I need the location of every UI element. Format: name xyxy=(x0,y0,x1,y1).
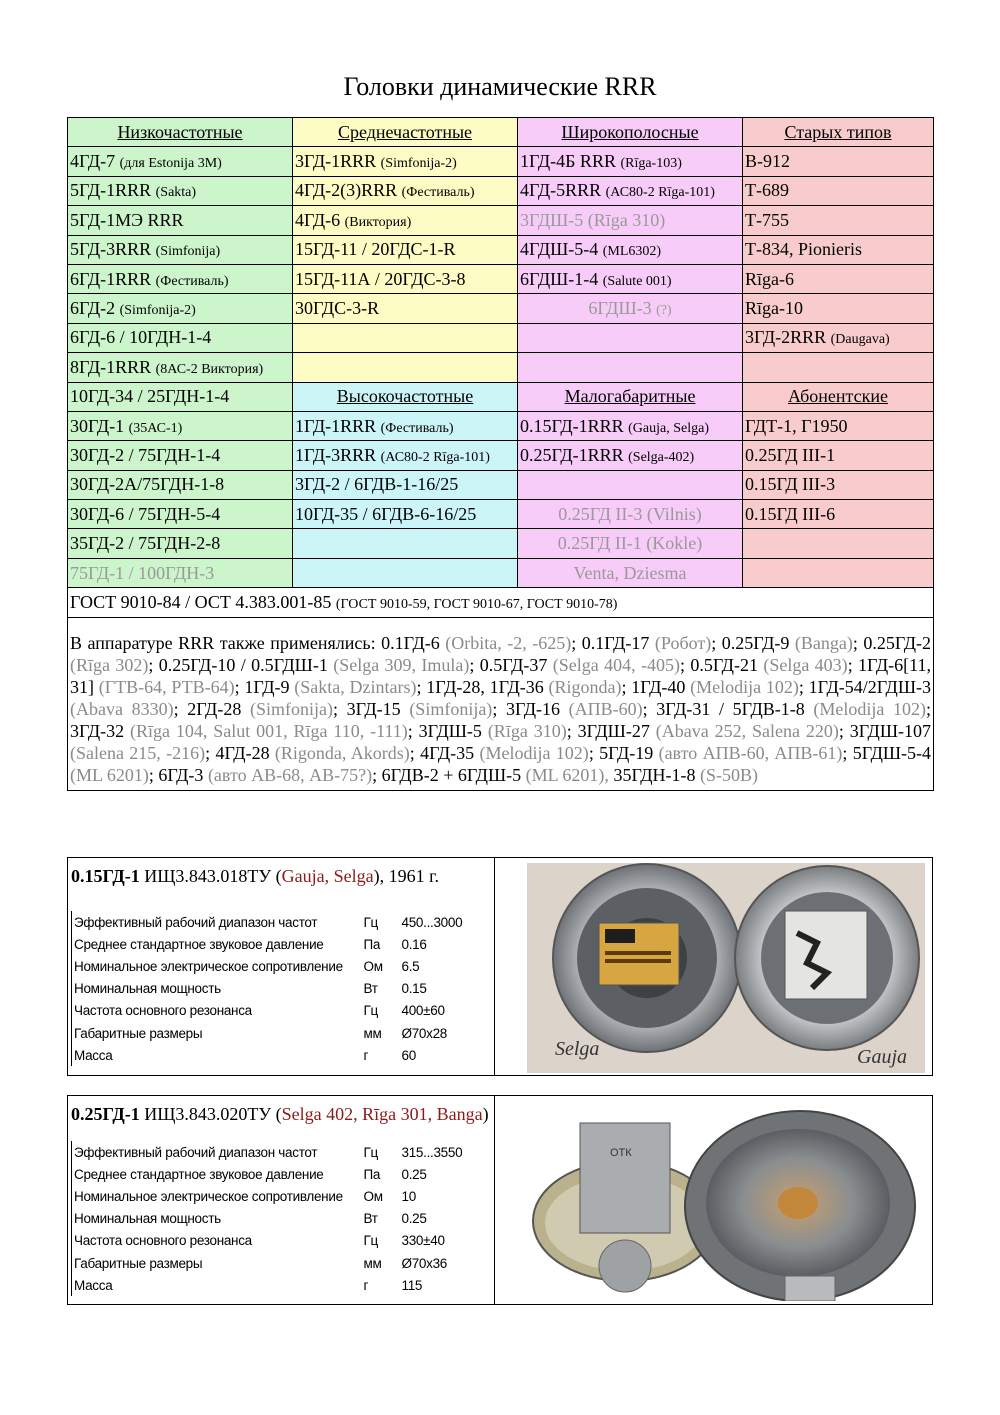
cell-a-r6-c0 xyxy=(68,323,293,352)
note-device: (Rīga 104, Salut 001, Rīga 110, -111) xyxy=(129,721,408,742)
speaker-name: 0.25ГД III-1 xyxy=(745,444,836,465)
cell-a-r7-c0 xyxy=(68,353,293,382)
cell-b-r4-c2 xyxy=(518,500,743,529)
cell-b-r6-c0 xyxy=(68,558,293,587)
cell-b-r2-c0 xyxy=(68,441,293,470)
header2-0: Высокочастотные xyxy=(293,382,518,411)
note-model: ; 6ГД-3 xyxy=(148,765,208,786)
param-unit: Вт xyxy=(363,981,378,997)
note-device: (Melodija 102) xyxy=(479,743,589,764)
speaker-name: 6ГД-6 / 10ГДН-1-4 xyxy=(70,327,212,348)
note-model: ; 1ГД-28, 1ГД-36 xyxy=(416,677,549,698)
cell-b-r2-c1 xyxy=(293,441,518,470)
param-name: Масса xyxy=(74,1277,113,1293)
note-model: ; 3ГДШ-5 xyxy=(407,721,488,742)
param-unit: Гц xyxy=(363,914,378,930)
speaker-types-table xyxy=(67,117,934,791)
speaker-name: 30ГД-1 xyxy=(70,415,129,436)
speaker-photo-025gd1 xyxy=(530,1101,920,1301)
cell-b-r3-c0 xyxy=(68,470,293,499)
note-model: ; 3ГД-31 / 5ГДВ-1-8 xyxy=(642,699,814,720)
note-model: ; 3ГДШ-107 xyxy=(838,721,931,742)
cell-a-r6-c2 xyxy=(518,323,743,352)
note-model: 35ГДН-1-8 xyxy=(613,765,701,786)
param-value: Ø70x36 xyxy=(401,1255,447,1271)
devices: Selga 402, Rīga 301, Banga xyxy=(281,1104,483,1124)
speaker-name: В-912 xyxy=(745,151,790,172)
card-025gd1-info xyxy=(68,1096,495,1304)
note-device: (Selga 404, -405) xyxy=(552,655,680,676)
note-device: (Sakta, Dzintars) xyxy=(294,677,417,698)
cell-a-r6-c1 xyxy=(293,323,518,352)
param-unit: Па xyxy=(363,936,381,952)
speaker-name: 4ГД-5RRR xyxy=(520,180,606,201)
speaker-photo-selga-gauja xyxy=(527,863,925,1073)
param-row xyxy=(72,955,480,977)
cell-a-r4-c0 xyxy=(68,264,293,293)
speaker-device: (Фестиваль) xyxy=(155,273,229,289)
note-model: ; 2ГД-28 xyxy=(173,699,250,720)
cell-b-r6-c1 xyxy=(293,558,518,587)
param-value: 0.16 xyxy=(401,936,427,952)
speaker-name: 30ГД-6 / 75ГДН-5-4 xyxy=(70,503,221,524)
param-row xyxy=(72,1274,480,1296)
speaker-name: 3ГД-2RRR xyxy=(745,327,831,348)
speaker-name: 6ГДШ-1-4 xyxy=(520,268,603,289)
speaker-name: 0.15ГД III-3 xyxy=(745,474,836,495)
card-025gd1 xyxy=(67,1095,933,1305)
cell-a-r0-c0 xyxy=(68,147,293,176)
param-unit: г xyxy=(363,1047,369,1063)
note-model: ; 0.5ГД-21 xyxy=(679,655,764,676)
param-unit: Гц xyxy=(363,1233,378,1249)
cell-a-r7-c3 xyxy=(743,353,934,382)
speaker-name: 0.15ГД III-6 xyxy=(745,503,836,524)
speaker-name: 4ГДШ-5-4 xyxy=(520,239,603,260)
speaker-device: (Simfonija-2) xyxy=(380,156,457,172)
gost-small: (ГОСТ 9010-59, ГОСТ 9010-67, ГОСТ 9010-78) xyxy=(335,597,618,613)
header-3: Старых типов xyxy=(743,118,934,147)
param-name: Номинальная мощность xyxy=(74,1211,221,1227)
param-name: Номинальное электрическое сопротивление xyxy=(74,958,343,974)
speaker-name: 3ГД-1RRR xyxy=(295,151,381,172)
note-model: ; 3ГД-15 xyxy=(332,699,410,720)
note-model: ; 5ГДШ-5-4 xyxy=(842,743,931,764)
speaker-device: (8АС-2 Виктория) xyxy=(155,361,264,377)
cell-a-r3-c3 xyxy=(743,235,934,264)
speaker-name: Rīga-10 xyxy=(745,298,803,319)
speaker-name: 6ГД-1RRR xyxy=(70,268,156,289)
speaker-name: 3ГД-2 / 6ГДВ-1-16/25 xyxy=(295,474,459,495)
spec-tail: ) xyxy=(482,1104,489,1124)
note-model: ; 0.25ГД-10 / 0.5ГДШ-1 xyxy=(148,655,334,676)
param-name: Габаритные размеры xyxy=(74,1025,203,1041)
photo-label-gauja: Gauja xyxy=(857,1046,907,1068)
params-table xyxy=(71,911,480,1066)
note-model: ; 4ГД-35 xyxy=(409,743,480,764)
param-value: 400±60 xyxy=(401,1003,445,1019)
speaker-name: 0.25ГД-1RRR xyxy=(520,444,629,465)
speaker-device: (Salute 001) xyxy=(602,273,672,289)
speaker-name: 6ГДШ-3 xyxy=(588,298,657,319)
speaker-name: 3ГДШ-5 (Rīga 310) xyxy=(520,209,666,230)
note-model: ; 0.1ГД-17 xyxy=(571,633,655,654)
note-model: ; 5ГД-19 xyxy=(588,743,659,764)
param-value: 330±40 xyxy=(401,1233,445,1249)
note-model: ; 0.25ГД-9 xyxy=(711,633,795,654)
cell-a-r5-c2 xyxy=(518,294,743,323)
cell-b-r4-c0 xyxy=(68,500,293,529)
note-model: ; 1ГД-54/2ГДШ-3 xyxy=(798,677,931,698)
cell-a-r0-c3 xyxy=(743,147,934,176)
param-name: Частота основного резонанса xyxy=(74,1233,252,1249)
note-device: (Rigonda, Akords) xyxy=(274,743,410,764)
speaker-device: (АС80-2 Rīga-101) xyxy=(605,185,715,201)
speaker-name: 15ГД-11 / 20ГДС-1-R xyxy=(295,239,456,260)
note-device: (ML 6201), xyxy=(525,765,614,786)
param-row xyxy=(72,1044,480,1066)
card-015gd1-info xyxy=(68,858,495,1075)
cell-b-r2-c2 xyxy=(518,441,743,470)
param-row xyxy=(72,1185,480,1207)
speaker-device: (Rīga-103) xyxy=(620,156,682,172)
param-row xyxy=(72,1230,480,1252)
speaker-device: (Selga-402) xyxy=(628,449,695,465)
speaker-device: (Фестиваль) xyxy=(401,185,475,201)
cell-a-r5-c0 xyxy=(68,294,293,323)
speaker-device: (35АС-1) xyxy=(128,420,183,436)
cell-a-r7-c1 xyxy=(293,353,518,382)
speaker-device: (Sakta) xyxy=(155,185,197,201)
note-model: ; 0.25ГД-2 xyxy=(852,633,931,654)
note-device: (Melodija 102) xyxy=(690,677,799,698)
note-device: (Melodija 102) xyxy=(813,699,926,720)
note-device: (авто АВ-68, АВ-75?) xyxy=(207,765,373,786)
spec-code: ИЩ3.843.020ТУ ( xyxy=(139,1104,282,1124)
param-value: 0.25 xyxy=(401,1211,427,1227)
speaker-name: 4ГД-6 xyxy=(295,209,345,230)
cell-a-r3-c1 xyxy=(293,235,518,264)
cell-b-r4-c3 xyxy=(743,500,934,529)
note-device: (Simfonija) xyxy=(249,699,333,720)
param-row xyxy=(72,978,480,1000)
speaker-name: 10ГД-35 / 6ГДВ-6-16/25 xyxy=(295,503,477,524)
notes-paragraph xyxy=(68,618,934,791)
speaker-name: 1ГД-1RRR xyxy=(295,415,381,436)
note-device: (Salena 215, -216) xyxy=(70,743,206,764)
cell-a-r2-c2 xyxy=(518,206,743,235)
note-device: (Робот) xyxy=(654,633,712,654)
cell-b-r5-c3 xyxy=(743,529,934,558)
speaker-name: 30ГД-2 / 75ГДН-1-4 xyxy=(70,444,221,465)
param-row xyxy=(72,1208,480,1230)
speaker-device: (Gauja, Selga) xyxy=(628,420,709,436)
cell-b-r6-c2 xyxy=(518,558,743,587)
param-value: 0.15 xyxy=(401,981,427,997)
speaker-name: 4ГД-7 xyxy=(70,151,120,172)
param-unit: Ом xyxy=(363,958,383,974)
speaker-device: (?) xyxy=(656,303,672,319)
cell-a-r0-c1 xyxy=(293,147,518,176)
note-device: (авто АПВ-60, АПВ-61) xyxy=(658,743,843,764)
param-row xyxy=(72,1000,480,1022)
speaker-name: Т-834, Pionieris xyxy=(745,239,862,260)
gost-main: ГОСТ 9010-84 / ОСТ 4.383.001-85 xyxy=(70,592,336,613)
year: ), 1961 г. xyxy=(373,866,439,886)
param-name: Эффективный рабочий диапазон частот xyxy=(74,1144,318,1160)
photo-label-selga: Selga xyxy=(555,1038,600,1060)
speaker-name: 1ГД-3RRR xyxy=(295,444,381,465)
note-device: (ГТВ-64, РТВ-64) xyxy=(98,677,235,698)
devices: Gauja, Selga xyxy=(281,866,374,886)
params-table xyxy=(71,1141,480,1296)
note-device: (Banga) xyxy=(794,633,853,654)
header-2: Широкополосные xyxy=(518,118,743,147)
speaker-name: Venta, Dziesma xyxy=(573,562,687,583)
param-unit: мм xyxy=(363,1255,382,1271)
header2-2: Абонентские xyxy=(743,382,934,411)
speaker-device: (Фестиваль) xyxy=(380,420,454,436)
card-015gd1-heading xyxy=(71,866,439,887)
note-device: (S-50B) xyxy=(700,765,759,786)
speaker-name: 15ГД-11А / 20ГДС-3-8 xyxy=(295,268,466,289)
param-unit: г xyxy=(363,1277,369,1293)
param-name: Номинальная мощность xyxy=(74,981,221,997)
param-name: Масса xyxy=(74,1047,113,1063)
note-model: ; 1ГД-9 xyxy=(234,677,295,698)
note-device: (Abava 252, Salena 220) xyxy=(655,721,839,742)
speaker-device: (для Estonija 3M) xyxy=(119,156,222,172)
param-unit: Вт xyxy=(363,1211,378,1227)
note-device: (АПВ-60) xyxy=(568,699,643,720)
param-row xyxy=(72,1022,480,1044)
speaker-name: 10ГД-34 / 25ГДН-1-4 xyxy=(70,386,230,407)
note-device: (Simfonija) xyxy=(409,699,493,720)
note-model: ; 3ГДШ-27 xyxy=(566,721,656,742)
cell-b-r2-c3 xyxy=(743,441,934,470)
note-device: (Orbita, -2, -625) xyxy=(445,633,572,654)
param-row xyxy=(72,933,480,955)
speaker-name: 30ГД-2А/75ГДН-1-8 xyxy=(70,474,225,495)
card-015gd1 xyxy=(67,857,933,1076)
param-row xyxy=(72,1163,480,1185)
speaker-device: (АС80-2 Rīga-101) xyxy=(380,449,490,465)
cell-a-r4-c2 xyxy=(518,264,743,293)
note-device: (Rigonda) xyxy=(548,677,622,698)
cell-a-r1-c3 xyxy=(743,176,934,205)
param-name: Частота основного резонанса xyxy=(74,1003,252,1019)
cell-a-r6-c3 xyxy=(743,323,934,352)
speaker-device: (ML6302) xyxy=(602,244,662,260)
cell-b-r1-c1 xyxy=(293,411,518,440)
cell-a-r2-c1 xyxy=(293,206,518,235)
cell-a-r4-c1 xyxy=(293,264,518,293)
header2-1: Малогабаритные xyxy=(518,382,743,411)
cell-a-r3-c2 xyxy=(518,235,743,264)
speaker-name: 0.25ГД II-3 (Vilnis) xyxy=(558,503,702,524)
speaker-name: Т-689 xyxy=(745,180,789,201)
cell-b-r1-c0 xyxy=(68,411,293,440)
note-model: ; 1ГД-6[11, 31] xyxy=(70,655,931,698)
param-unit: Ом xyxy=(363,1188,383,1204)
param-row xyxy=(72,1252,480,1274)
speaker-name: Т-755 xyxy=(745,209,789,230)
card-025gd1-heading xyxy=(71,1104,489,1125)
cell-a-r7-c2 xyxy=(518,353,743,382)
cell-a-r0-c2 xyxy=(518,147,743,176)
note-model: ; 3ГД-16 xyxy=(492,699,569,720)
speaker-name: 5ГД-1МЭ RRR xyxy=(70,209,184,230)
speaker-name: 35ГД-2 / 75ГДН-2-8 xyxy=(70,533,221,554)
cell-b-r5-c2 xyxy=(518,529,743,558)
cell-a-r2-c3 xyxy=(743,206,934,235)
param-value: 450...3000 xyxy=(401,914,463,930)
cell-b-r1-c2 xyxy=(518,411,743,440)
cell-a-r4-c3 xyxy=(743,264,934,293)
speaker-name: 0.25ГД II-1 (Kokle) xyxy=(557,533,703,554)
otk-stamp: ОТК xyxy=(610,1147,632,1159)
param-unit: мм xyxy=(363,1025,382,1041)
page-title: Головки динамические RRR xyxy=(343,72,657,101)
cell-a-r5-c1 xyxy=(293,294,518,323)
cell-a-r1-c0 xyxy=(68,176,293,205)
note-device: (Selga 309, Imula) xyxy=(333,655,470,676)
param-value: 315...3550 xyxy=(401,1144,463,1160)
gost-row xyxy=(68,588,934,618)
cell-b-r1-c3 xyxy=(743,411,934,440)
cell-b-r3-c2 xyxy=(518,470,743,499)
speaker-device: (Daugava) xyxy=(830,332,890,348)
speaker-device: (Simfonija) xyxy=(155,244,221,260)
note-model: ; 1ГД-40 xyxy=(621,677,691,698)
param-value: 115 xyxy=(401,1277,423,1293)
param-row xyxy=(72,911,480,933)
note-device: (Abava 8330) xyxy=(70,699,174,720)
note-model: 0.1ГД-6 xyxy=(375,633,446,654)
param-name: Среднее стандартное звуковое давление xyxy=(74,1166,324,1182)
notes-intro: В аппаратуре RRR также применялись: xyxy=(70,633,376,654)
speaker-name: 6ГД-2 xyxy=(70,298,120,319)
cell-b-r3-c1 xyxy=(293,470,518,499)
cell-a-r1-c2 xyxy=(518,176,743,205)
param-name: Среднее стандартное звуковое давление xyxy=(74,936,324,952)
header-1: Среднечастотные xyxy=(293,118,518,147)
note-model: ; 4ГД-28 xyxy=(205,743,275,764)
note-model: ; 3ГД-32 xyxy=(70,699,931,742)
spec-code: ИЩ3.843.018ТУ ( xyxy=(139,866,282,886)
param-value: 10 xyxy=(401,1188,416,1204)
param-name: Эффективный рабочий диапазон частот xyxy=(74,914,318,930)
speaker-name: 4ГД-2(3)RRR xyxy=(295,180,402,201)
param-name: Габаритные размеры xyxy=(74,1255,203,1271)
cell-b-r3-c3 xyxy=(743,470,934,499)
speaker-name: Rīga-6 xyxy=(745,268,794,289)
speaker-name: 30ГДС-3-R xyxy=(295,298,380,319)
cell-a-r3-c0 xyxy=(68,235,293,264)
speaker-name: 5ГД-3RRR xyxy=(70,239,156,260)
param-unit: Па xyxy=(363,1166,381,1182)
cell-b-r4-c1 xyxy=(293,500,518,529)
cell-b-r6-c3 xyxy=(743,558,934,587)
note-device: (ML 6201) xyxy=(70,765,149,786)
param-row xyxy=(72,1141,480,1163)
note-device: (Rīga 310) xyxy=(487,721,567,742)
cell-a-r1-c1 xyxy=(293,176,518,205)
cell-b-r0-c0 xyxy=(68,382,293,411)
speaker-name: 5ГД-1RRR xyxy=(70,180,156,201)
speaker-device: (Виктория) xyxy=(344,214,412,230)
cell-b-r5-c0 xyxy=(68,529,293,558)
model-name: 0.15ГД-1 xyxy=(71,866,140,886)
note-device: (Rīga 302) xyxy=(70,655,149,676)
cell-b-r5-c1 xyxy=(293,529,518,558)
param-name: Номинальное электрическое сопротивление xyxy=(74,1188,343,1204)
cell-a-r5-c3 xyxy=(743,294,934,323)
param-value: 6.5 xyxy=(401,958,420,974)
param-unit: Гц xyxy=(363,1003,378,1019)
param-unit: Гц xyxy=(363,1144,378,1160)
param-value: Ø70x28 xyxy=(401,1025,447,1041)
speaker-name: 0.15ГД-1RRR xyxy=(520,415,629,436)
note-device: (Selga 403) xyxy=(763,655,848,676)
note-model: ; 0.5ГД-37 xyxy=(469,655,553,676)
speaker-name: 75ГД-1 / 100ГДН-3 xyxy=(70,562,215,583)
cell-a-r2-c0 xyxy=(68,206,293,235)
model-name: 0.25ГД-1 xyxy=(71,1104,140,1124)
speaker-name: ГДТ-1, Г1950 xyxy=(745,415,848,436)
param-value: 0.25 xyxy=(401,1166,427,1182)
param-value: 60 xyxy=(401,1047,416,1063)
header-0: Низкочастотные xyxy=(68,118,293,147)
speaker-device: (Simfonija-2) xyxy=(119,303,196,319)
speaker-name: 8ГД-1RRR xyxy=(70,356,156,377)
speaker-name: 1ГД-4Б RRR xyxy=(520,151,621,172)
note-model: ; 6ГДВ-2 + 6ГДШ-5 xyxy=(372,765,526,786)
